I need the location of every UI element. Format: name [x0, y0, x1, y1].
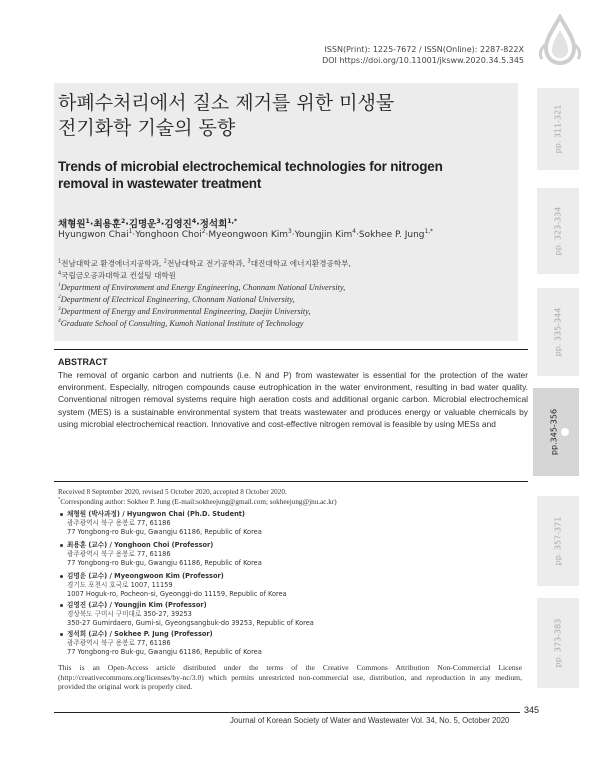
divider	[54, 481, 528, 482]
aff-sup: 4	[58, 270, 62, 277]
affiliation-en	[58, 295, 295, 304]
affiliation-en-text: Graduate School of Consulting, Kumoh National Institute of Technology	[60, 319, 304, 328]
author-ko: 채형원	[58, 219, 86, 230]
affiliation-en	[58, 283, 345, 292]
author-detail	[60, 630, 262, 657]
author-address-en: 77 Yongbong-ro Buk-gu, Gwangju 61186, Republic of Korea	[67, 528, 262, 536]
author-en: Sokhee P. Jung	[358, 230, 425, 240]
affiliation-ko-line1	[58, 258, 351, 269]
title-korean	[58, 91, 394, 141]
author-sup: 1,*	[424, 229, 433, 235]
corresponding-author: *Corresponding author: Sokhee P. Jung (E-mail:sokheejung@gmail.com; sokheejung@jnu.ac.kr)	[58, 497, 337, 506]
author-address-ko: 광주광역시 북구 용봉로 77, 61186	[67, 550, 171, 558]
author-address-en: 1007 Hoguk-ro, Pocheon-si, Gyeonggi-do 11159, Republic of Korea	[67, 590, 287, 598]
author-sup: 1	[128, 229, 133, 235]
footer-divider	[54, 712, 520, 713]
tab-pages[interactable]	[537, 288, 579, 376]
title-korean-line1: 하폐수처리에서 질소 제거를 위한 미생물	[58, 92, 395, 114]
author-detail	[60, 601, 314, 628]
author-sup: 4	[352, 229, 357, 235]
tab-label: pp. 323-334	[553, 206, 563, 256]
aff-sup: 1	[58, 282, 61, 289]
author-address-ko: 광주광역시 북구 용봉로 77, 61186	[67, 519, 171, 527]
tab-pages-active[interactable]	[533, 388, 579, 476]
received-dates: Received 8 September 2020, revised 5 October 2020, accepted 8 October 2020.	[58, 488, 287, 496]
tab-label: pp. 357-371	[553, 516, 563, 566]
authors-korean: 채형원$^1$·최용훈$^2$·김명운$^3$·김영진$^4$·정석희$^{1,*}$	[58, 217, 238, 230]
author-en: Hyungwon Chai	[58, 230, 129, 240]
corresponding-text: Corresponding author: Sokhee P. Jung (E-mail:sokheejung@gmail.com; sokheejung@jnu.ac.kr)	[60, 498, 337, 506]
title-english-line1: Trends of microbial electrochemical technologies for nitrogen	[58, 159, 443, 174]
author-en: Yonghoon Choi	[135, 230, 202, 240]
author-ko: 김명운	[128, 219, 157, 230]
doi-link[interactable]: DOI https://doi.org/10.11001/jksww.2020.34.5.345	[322, 56, 524, 65]
author-detail-name: 김영진 (교수) / Youngjin Kim (Professor)	[67, 601, 207, 609]
aff-sup: 3	[247, 258, 251, 265]
divider	[54, 349, 528, 350]
journal-logo-icon	[534, 14, 586, 66]
author-address-ko: 경기도 포천시 호국로 1007, 11159	[67, 581, 173, 589]
abstract-heading: ABSTRACT	[58, 357, 108, 367]
aff-sup: 2	[58, 294, 61, 301]
issn-doi-block	[322, 44, 524, 66]
title-korean-line2: 전기화학 기술의 동향	[58, 117, 236, 139]
author-sup: 3	[156, 217, 161, 225]
tab-knob-icon	[561, 428, 569, 436]
affiliation-en-text: Department of Energy and Environmental Engineering, Daejin University,	[60, 307, 311, 316]
tab-label: pp. 335-344	[553, 307, 563, 357]
journal-footer: Journal of Korean Society of Water and Wastewater Vol. 34, No. 5, October 2020	[230, 716, 510, 725]
author-address-ko: 경상북도 구미시 구미대로 350-27, 39253	[67, 610, 192, 618]
author-detail	[60, 572, 287, 599]
tab-pages[interactable]	[537, 88, 579, 170]
abstract-text: The removal of organic carbon and nutrients (i.e. N and P) from wastewater is essential for the protection of the water environment. Especially, nitrogen compounds cause eutrophication in the water environment, resulting in bad water quality. Conventional nitrogen removal systems require high aeration costs and additional organic carbon. Microbial electrochemical system (MES) is a sustainable environmental system that treats wastewater and produces energy or valuable chemicals by using microbial electrochemical reaction. Innovative and cost-effective nitrogen removal is feasible by using MESs and	[58, 370, 528, 429]
author-detail-name: 김명운 (교수) / Myeongwoon Kim (Professor)	[67, 572, 224, 580]
aff-sup: 4	[58, 318, 61, 325]
affiliation-en	[58, 319, 304, 328]
author-detail	[60, 541, 262, 568]
author-address-en: 350-27 Gumirdaero, Gumi-si, Gyeongsangbuk-do 39253, Republic of Korea	[67, 619, 314, 627]
affiliation-en-text: Department of Environment and Energy Engineering, Chonnam National University,	[60, 283, 346, 292]
author-ko: 정석희	[199, 219, 228, 230]
title-english-line2: removal in wastewater treatment	[58, 176, 262, 191]
license-text: This is an Open-Access article distributed under the terms of the Creative Commons Attribution Non-Commercial License (http://creativecommons.org/licenses/by-nc/3.0) which permits unrestricted non-commercial use, distribution, and reproduction in any medium, provided the original work is properly cited.	[58, 663, 522, 692]
author-detail	[60, 510, 262, 537]
affiliation-ko: 전남대학교 환경에너지공학과,	[61, 259, 162, 268]
author-en: Youngjin Kim	[294, 230, 353, 240]
author-address-en: 77 Yongbong-ro Buk-gu, Gwangju 61186, Republic of Korea	[67, 648, 262, 656]
author-en: Myeongwoon Kim	[208, 230, 289, 240]
tab-label: pp. 373-383	[553, 618, 563, 668]
affiliation-en	[58, 307, 311, 316]
aff-sup: 3	[58, 306, 61, 313]
authors-english: Hyungwon Chai$^1$·Yonghoon Choi$^2$·Myeongwoon Kim$^3$·Youngjin Kim$^4$·Sokhee P. Jung$^{1,*}$	[58, 229, 433, 240]
aff-sup: 2	[163, 258, 167, 265]
author-address-ko: 광주광역시 북구 용봉로 77, 61186	[67, 639, 171, 647]
author-ko: 최용훈	[93, 219, 121, 230]
author-sup: 2	[201, 229, 206, 235]
author-sup: 4	[191, 217, 197, 225]
page-number: 345	[524, 705, 540, 715]
author-address-en: 77 Yongbong-ro Buk-gu, Gwangju 61186, Republic of Korea	[67, 559, 262, 567]
author-detail-name: 최용훈 (교수) / Yonghoon Choi (Professor)	[67, 541, 214, 549]
tab-label: pp. 311-321	[553, 104, 563, 154]
author-detail-name: 정석희 (교수) / Sokhee P. Jung (Professor)	[67, 630, 213, 638]
tab-label: pp.345-356	[549, 408, 559, 456]
author-sup: 3	[288, 229, 292, 235]
author-sup: 1,*	[227, 217, 238, 225]
affiliation-ko: 국립금오공과대학교 컨설팅 대학원	[61, 271, 177, 280]
author-detail-name: 채형원 (박사과정) / Hyungwon Chai (Ph.D. Student)	[67, 510, 245, 518]
affiliation-ko: 대진대학교 에너지환경공학부,	[250, 259, 351, 268]
tab-pages[interactable]	[537, 188, 579, 274]
author-sup: 2	[120, 217, 126, 225]
received-info	[58, 487, 337, 507]
affiliation-en-text: Department of Electrical Engineering, Chonnam National University,	[60, 295, 295, 304]
affiliation-ko: 전남대학교 전기공학과,	[166, 259, 246, 268]
tab-pages[interactable]	[537, 496, 579, 586]
author-sup: 1	[85, 217, 90, 225]
issn-line: ISSN(Print): 1225-7672 / ISSN(Online): 2287-822X	[324, 45, 524, 54]
author-ko: 김영진	[164, 219, 192, 230]
title-english	[58, 158, 443, 192]
tab-pages[interactable]	[537, 598, 579, 688]
aff-sup: 1	[58, 258, 62, 265]
affiliation-ko-line2	[58, 270, 176, 281]
